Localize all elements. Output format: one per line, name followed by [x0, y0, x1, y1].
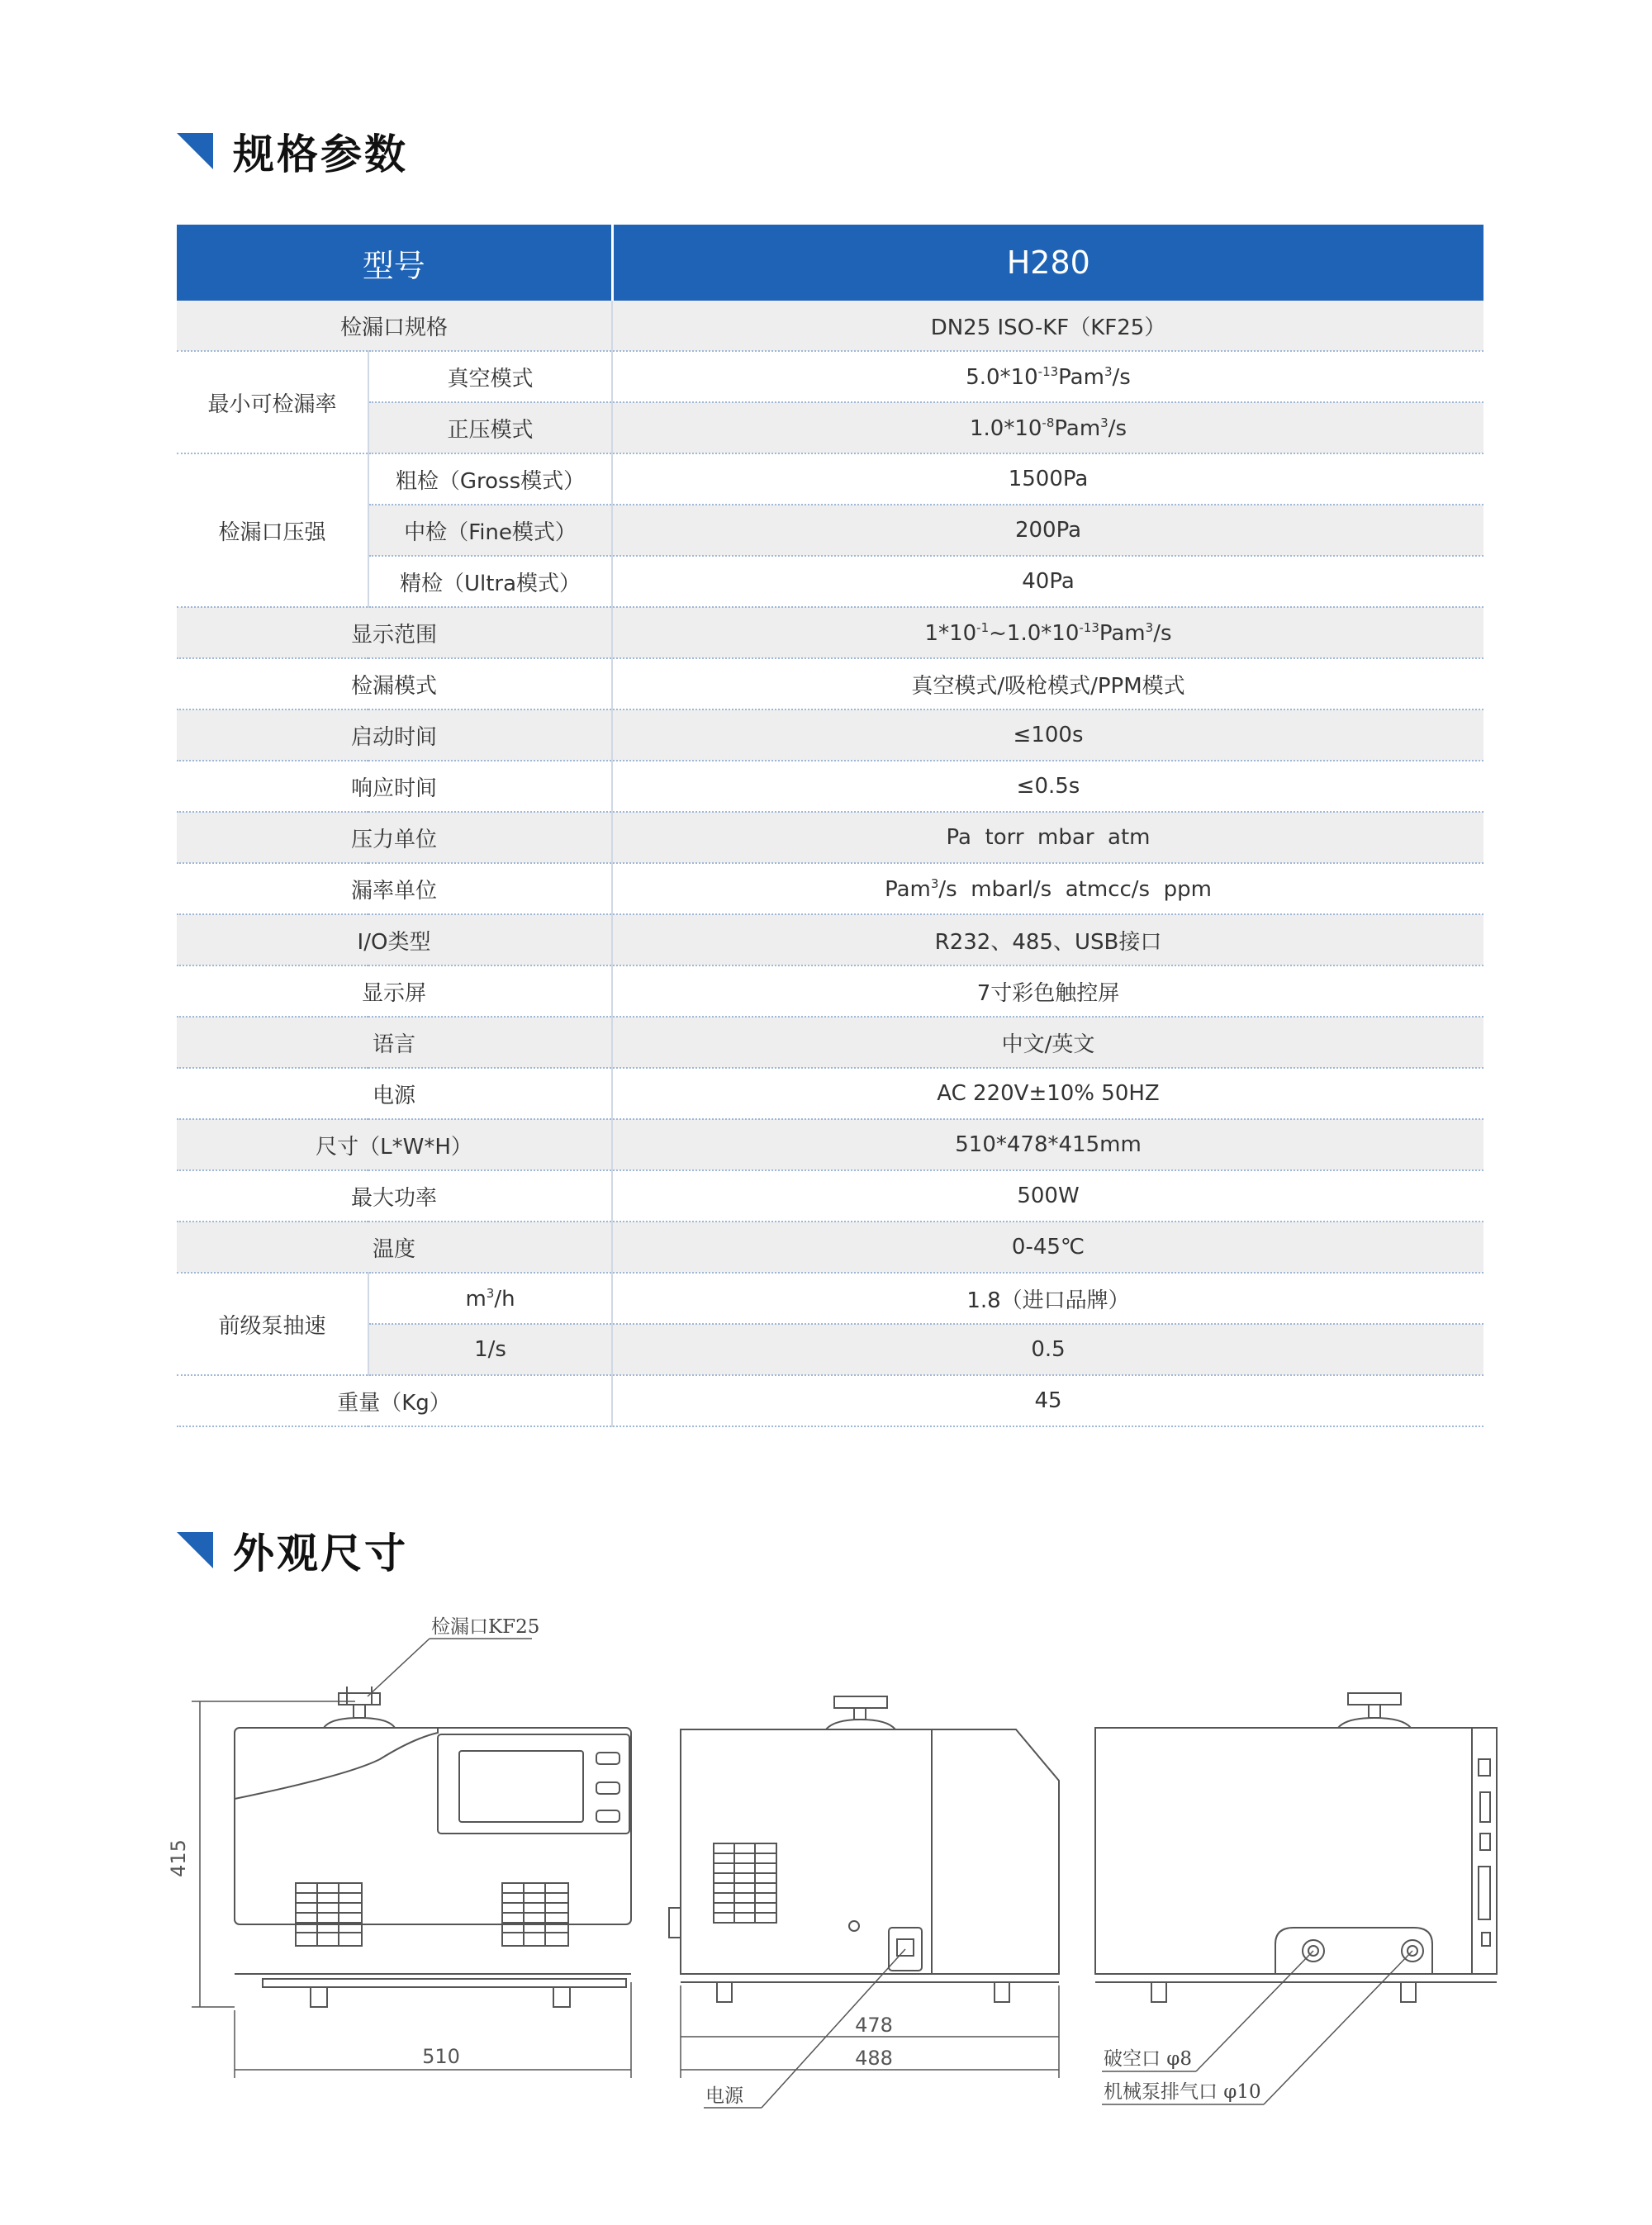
model-header-value: H280: [612, 225, 1483, 301]
section-marker-icon: [177, 133, 213, 169]
row-label: 1/s: [368, 1324, 612, 1375]
row-value: 500W: [612, 1170, 1483, 1222]
exhaust-port-label: 机械泵排气口 φ10: [1104, 2081, 1261, 2103]
table-row: [177, 351, 1483, 402]
port-label: 检漏口KF25: [431, 1616, 540, 1638]
spec-table: [177, 225, 1483, 1427]
specs-section-heading: [177, 122, 408, 180]
table-row: [177, 1324, 1483, 1375]
rear-port-panel: [1275, 1928, 1432, 1974]
table-row: [177, 301, 1483, 351]
row-label: 中检（Fine模式）: [368, 505, 612, 556]
group-label: 最小可检漏率: [177, 351, 368, 453]
dims-section-heading: [177, 1521, 408, 1579]
row-value: ≤0.5s: [612, 761, 1483, 812]
row-label: 漏率单位: [177, 863, 612, 914]
row-value: 1.8（进口品牌）: [612, 1273, 1483, 1324]
row-value: 1500Pa: [612, 453, 1483, 505]
row-label: 最大功率: [177, 1170, 612, 1222]
side-width-b-dimension: 488: [855, 2047, 893, 2070]
row-label: 检漏口规格: [177, 301, 612, 351]
table-row: [177, 556, 1483, 607]
side-width-a-dimension: 478: [855, 2014, 893, 2037]
front-vent-right-icon: [502, 1883, 568, 1946]
row-label: 显示范围: [177, 607, 612, 658]
row-value: 0.5: [612, 1324, 1483, 1375]
control-panel: [438, 1734, 629, 1834]
row-label: 温度: [177, 1222, 612, 1273]
dimension-drawing: [0, 1594, 1652, 2123]
touch-screen-icon: [459, 1751, 583, 1822]
row-label: 真空模式: [368, 351, 612, 402]
table-row: [177, 1119, 1483, 1170]
row-value: ≤100s: [612, 709, 1483, 761]
row-value: $5.0*10^{-13}Pam^3/s$: [612, 351, 1483, 402]
row-value: 7寸彩色触控屏: [612, 965, 1483, 1017]
row-value: 510*478*415mm: [612, 1119, 1483, 1170]
row-label: 精检（Ultra模式）: [368, 556, 612, 607]
side-kf25-flange-icon: [834, 1696, 887, 1708]
table-row: [177, 505, 1483, 556]
spec-header-row: [177, 225, 1483, 301]
row-value: 200Pa: [612, 505, 1483, 556]
row-label: 重量（Kg）: [177, 1375, 612, 1426]
front-vent-left-icon: [296, 1883, 362, 1946]
group-label: 前级泵抽速: [177, 1273, 368, 1375]
vent-port-label: 破空口 φ8: [1104, 2048, 1193, 2070]
row-value: Pa torr mbar atm: [612, 812, 1483, 863]
front-view: [167, 1616, 631, 2078]
row-label: I/O类型: [177, 914, 612, 965]
row-label: 语言: [177, 1017, 612, 1068]
table-row: [177, 1170, 1483, 1222]
row-label: 粗检（Gross模式）: [368, 453, 612, 505]
row-value: DN25 ISO-KF（KF25）: [612, 301, 1483, 351]
height-dimension: 415: [167, 1839, 190, 1877]
side-body-rear: [681, 1729, 932, 1974]
section-marker-icon: [177, 1532, 213, 1568]
table-row: [177, 658, 1483, 709]
dims-section-title: 外观尺寸: [233, 1530, 408, 1577]
table-row: [177, 914, 1483, 965]
table-row: [177, 1017, 1483, 1068]
table-row: [177, 863, 1483, 914]
row-value: $1.0*10^{-8}Pam^3/s$: [612, 402, 1483, 453]
table-row: [177, 607, 1483, 658]
table-row: [177, 812, 1483, 863]
front-body: [235, 1728, 631, 1924]
side-view: [669, 1696, 1059, 2108]
row-label: 响应时间: [177, 761, 612, 812]
row-value: 真空模式/吸枪模式/PPM模式: [612, 658, 1483, 709]
row-value: 0-45℃: [612, 1222, 1483, 1273]
table-row: [177, 402, 1483, 453]
table-row: [177, 709, 1483, 761]
table-row: [177, 453, 1483, 505]
power-label: 电源: [705, 2085, 743, 2107]
row-label: 正压模式: [368, 402, 612, 453]
table-row: [177, 965, 1483, 1017]
row-label: 尺寸（L*W*H）: [177, 1119, 612, 1170]
rear-body: [1095, 1728, 1497, 1974]
model-header-label: 型号: [177, 225, 612, 301]
row-value: Pam$^3$/s mbarl/s atmcc/s ppm: [612, 863, 1483, 914]
front-width-dimension: 510: [422, 2045, 460, 2068]
row-value: 45: [612, 1375, 1483, 1426]
rear-kf25-flange-icon: [1348, 1693, 1401, 1705]
side-vent-icon: [714, 1843, 776, 1923]
specs-section-title: 规格参数: [233, 130, 408, 178]
table-row: [177, 1375, 1483, 1426]
rear-view: [1095, 1693, 1497, 2104]
front-kf25-flange-icon: [339, 1693, 380, 1705]
row-label: 启动时间: [177, 709, 612, 761]
row-value: 40Pa: [612, 556, 1483, 607]
row-value: 中文/英文: [612, 1017, 1483, 1068]
row-label: 压力单位: [177, 812, 612, 863]
row-label: 电源: [177, 1068, 612, 1119]
row-label: 检漏模式: [177, 658, 612, 709]
table-row: [177, 1222, 1483, 1273]
row-label: $m^3/h$: [368, 1273, 612, 1324]
row-label: 显示屏: [177, 965, 612, 1017]
row-value: $1*10^{-1}\sim 1.0*10^{-13}Pam^3/s$: [612, 607, 1483, 658]
row-value: R232、485、USB接口: [612, 914, 1483, 965]
table-row: [177, 1068, 1483, 1119]
row-value: AC 220V±10% 50HZ: [612, 1068, 1483, 1119]
table-row: [177, 1273, 1483, 1324]
group-label: 检漏口压强: [177, 453, 368, 607]
table-row: [177, 761, 1483, 812]
